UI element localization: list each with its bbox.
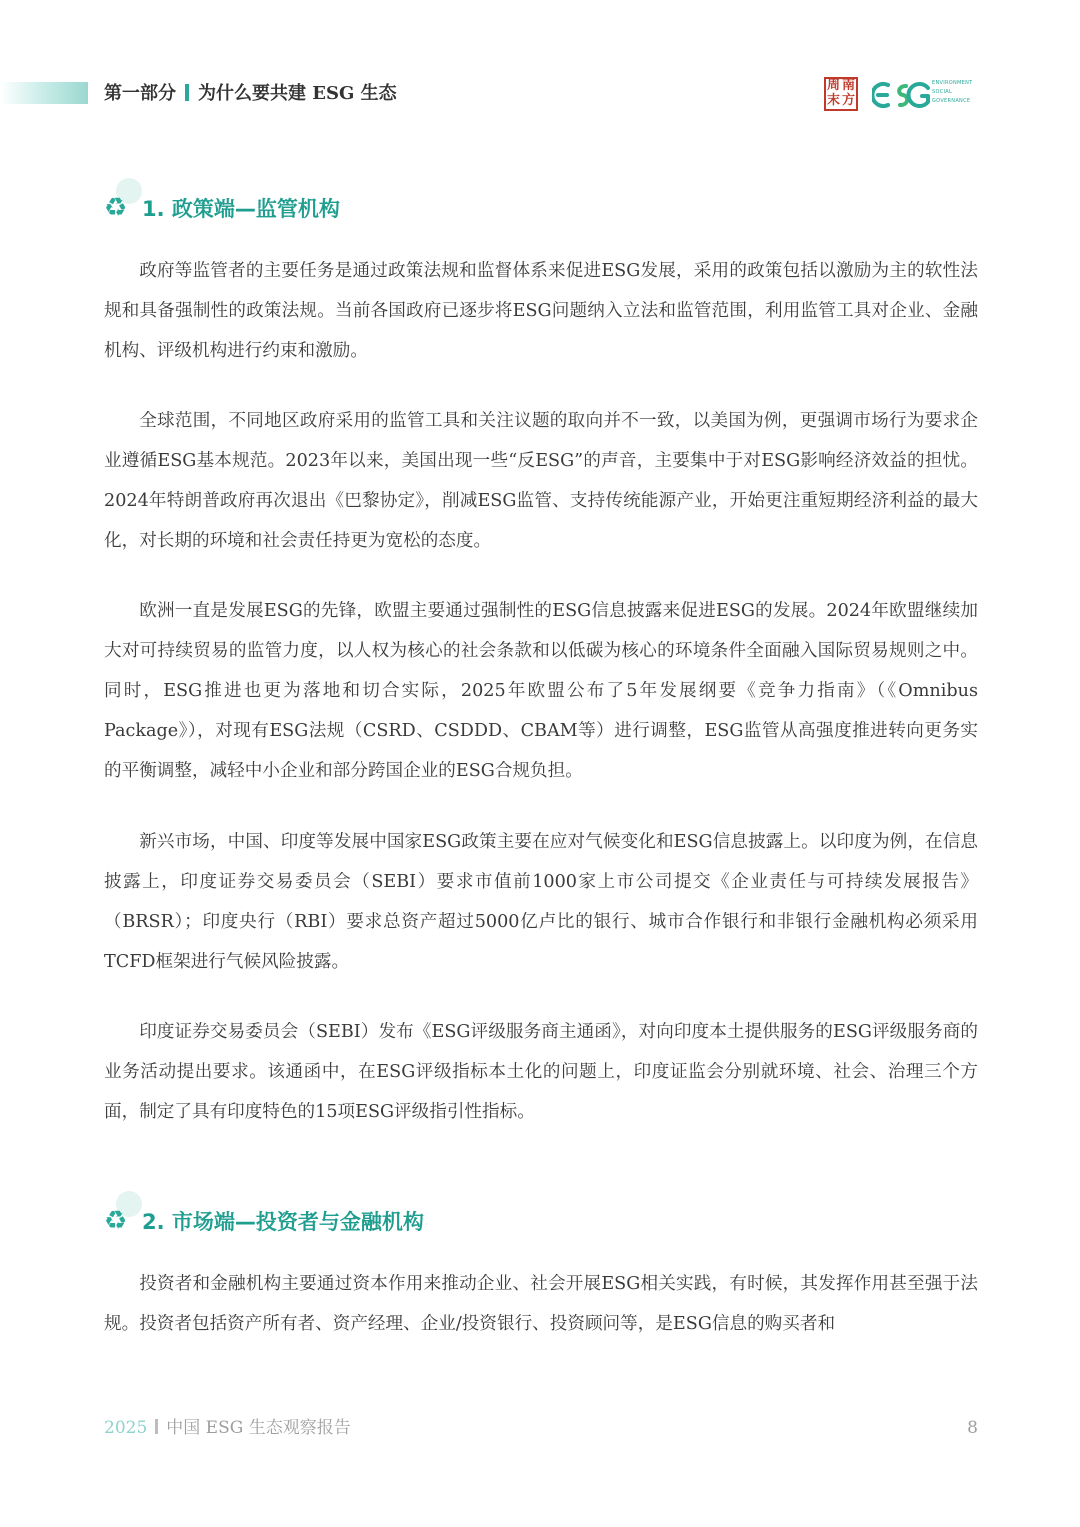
section-title-text: 1. 政策端—监管机构 <box>142 197 340 221</box>
footer-year: 2025 <box>104 1418 148 1438</box>
section-title-2 <box>104 1201 424 1241</box>
footer-report-label <box>104 1414 351 1442</box>
footer-report-title: 中国 ESG 生态观察报告 <box>166 1418 351 1438</box>
header-accent-bar <box>0 82 88 104</box>
seal-char: 末 <box>826 93 840 108</box>
publisher-seal-logo <box>824 77 858 111</box>
esg-logo-mark-icon <box>872 78 932 112</box>
recycle-icon: ♻ <box>104 188 134 228</box>
esg-sub-governance: GOVERNANCE <box>932 98 971 104</box>
page-number: 8 <box>967 1418 978 1438</box>
chapter-header <box>104 80 397 108</box>
paragraph: 全球范围，不同地区政府采用的监管工具和关注议题的取向并不一致，以美国为例，更强调市场行为要求企业遵循ESG基本规范。2023年以来，美国出现一些“反ESG”的声音，主要集中于对ESG影响经济效益的担忧。2024年特朗普政府再次退出《巴黎协定》，削减ESG监管、支持传统能源产业，开始更注重短期经济利益的最大化，对长期的环境和社会责任持更为宽松的态度。 <box>104 411 978 551</box>
esg-logo <box>872 78 982 112</box>
paragraph: 印度证券交易委员会（SEBI）发布《ESG评级服务商主通函》，对向印度本土提供服务的ESG评级服务商的业务活动提出要求。该通函中，在ESG评级指标本土化的问题上，印度证监会分别就环境、社会、治理三个方面，制定了具有印度特色的15项ESG评级指引性指标。 <box>104 1022 978 1122</box>
section-title-1 <box>104 188 340 228</box>
recycle-icon: ♻ <box>104 1201 134 1241</box>
paragraph: 新兴市场，中国、印度等发展中国家ESG政策主要在应对气候变化和ESG信息披露上。以印度为例，在信息披露上，印度证券交易委员会（SEBI）要求市值前1000家上市公司提交《企业责任与可持续发展报告》（BRSR）；印度央行（RBI）要求总资产超过5000亿卢比的银行、城市合作银行和非银行金融机构必须采用TCFD框架进行气候风险披露。 <box>104 832 978 972</box>
paragraph: 投资者和金融机构主要通过资本作用来推动企业、社会开展ESG相关实践，有时候，其发挥作用甚至强于法规。投资者包括资产所有者、资产经理、企业/投资银行、投资顾问等，是ESG信息的购买者和 <box>104 1274 978 1334</box>
header-separator <box>185 84 189 101</box>
seal-char: 周 <box>826 78 840 93</box>
paragraph: 政府等监管者的主要任务是通过政策法规和监督体系来促进ESG发展，采用的政策包括以激励为主的软性法规和具备强制性的政策法规。当前各国政府已逐步将ESG问题纳入立法和监管范围，利用监管工具对企业、金融机构、评级机构进行约束和激励。 <box>104 261 978 361</box>
section-title-text: 2. 市场端—投资者与金融机构 <box>142 1210 424 1234</box>
chapter-part: 第一部分 <box>104 83 176 104</box>
seal-char: 方 <box>841 93 855 108</box>
esg-sub-social: SOCIAL <box>932 89 953 95</box>
esg-sub-environment: ENVIRONMENT <box>932 80 973 86</box>
esg-logo-subtitle <box>932 79 973 106</box>
chapter-title: 为什么要共建 ESG 生态 <box>198 83 397 104</box>
footer-separator <box>155 1419 158 1434</box>
paragraph: 欧洲一直是发展ESG的先锋，欧盟主要通过强制性的ESG信息披露来促进ESG的发展。2024年欧盟继续加大对可持续贸易的监管力度，以人权为核心的社会条款和以低碳为核心的环境条件全面融入国际贸易规则之中。同时，ESG推进也更为落地和切合实际，2025年欧盟公布了5年发展纲要《竞争力指南》（《Omnibus Package》），对现有ESG法规（CSRD、CSDDD、CBAM等）进行调整，ESG监管从高强度推进转向更务实的平衡调整，减轻中小企业和部分跨国企业的ESG合规负担。 <box>104 601 978 781</box>
seal-char: 南 <box>841 78 855 93</box>
